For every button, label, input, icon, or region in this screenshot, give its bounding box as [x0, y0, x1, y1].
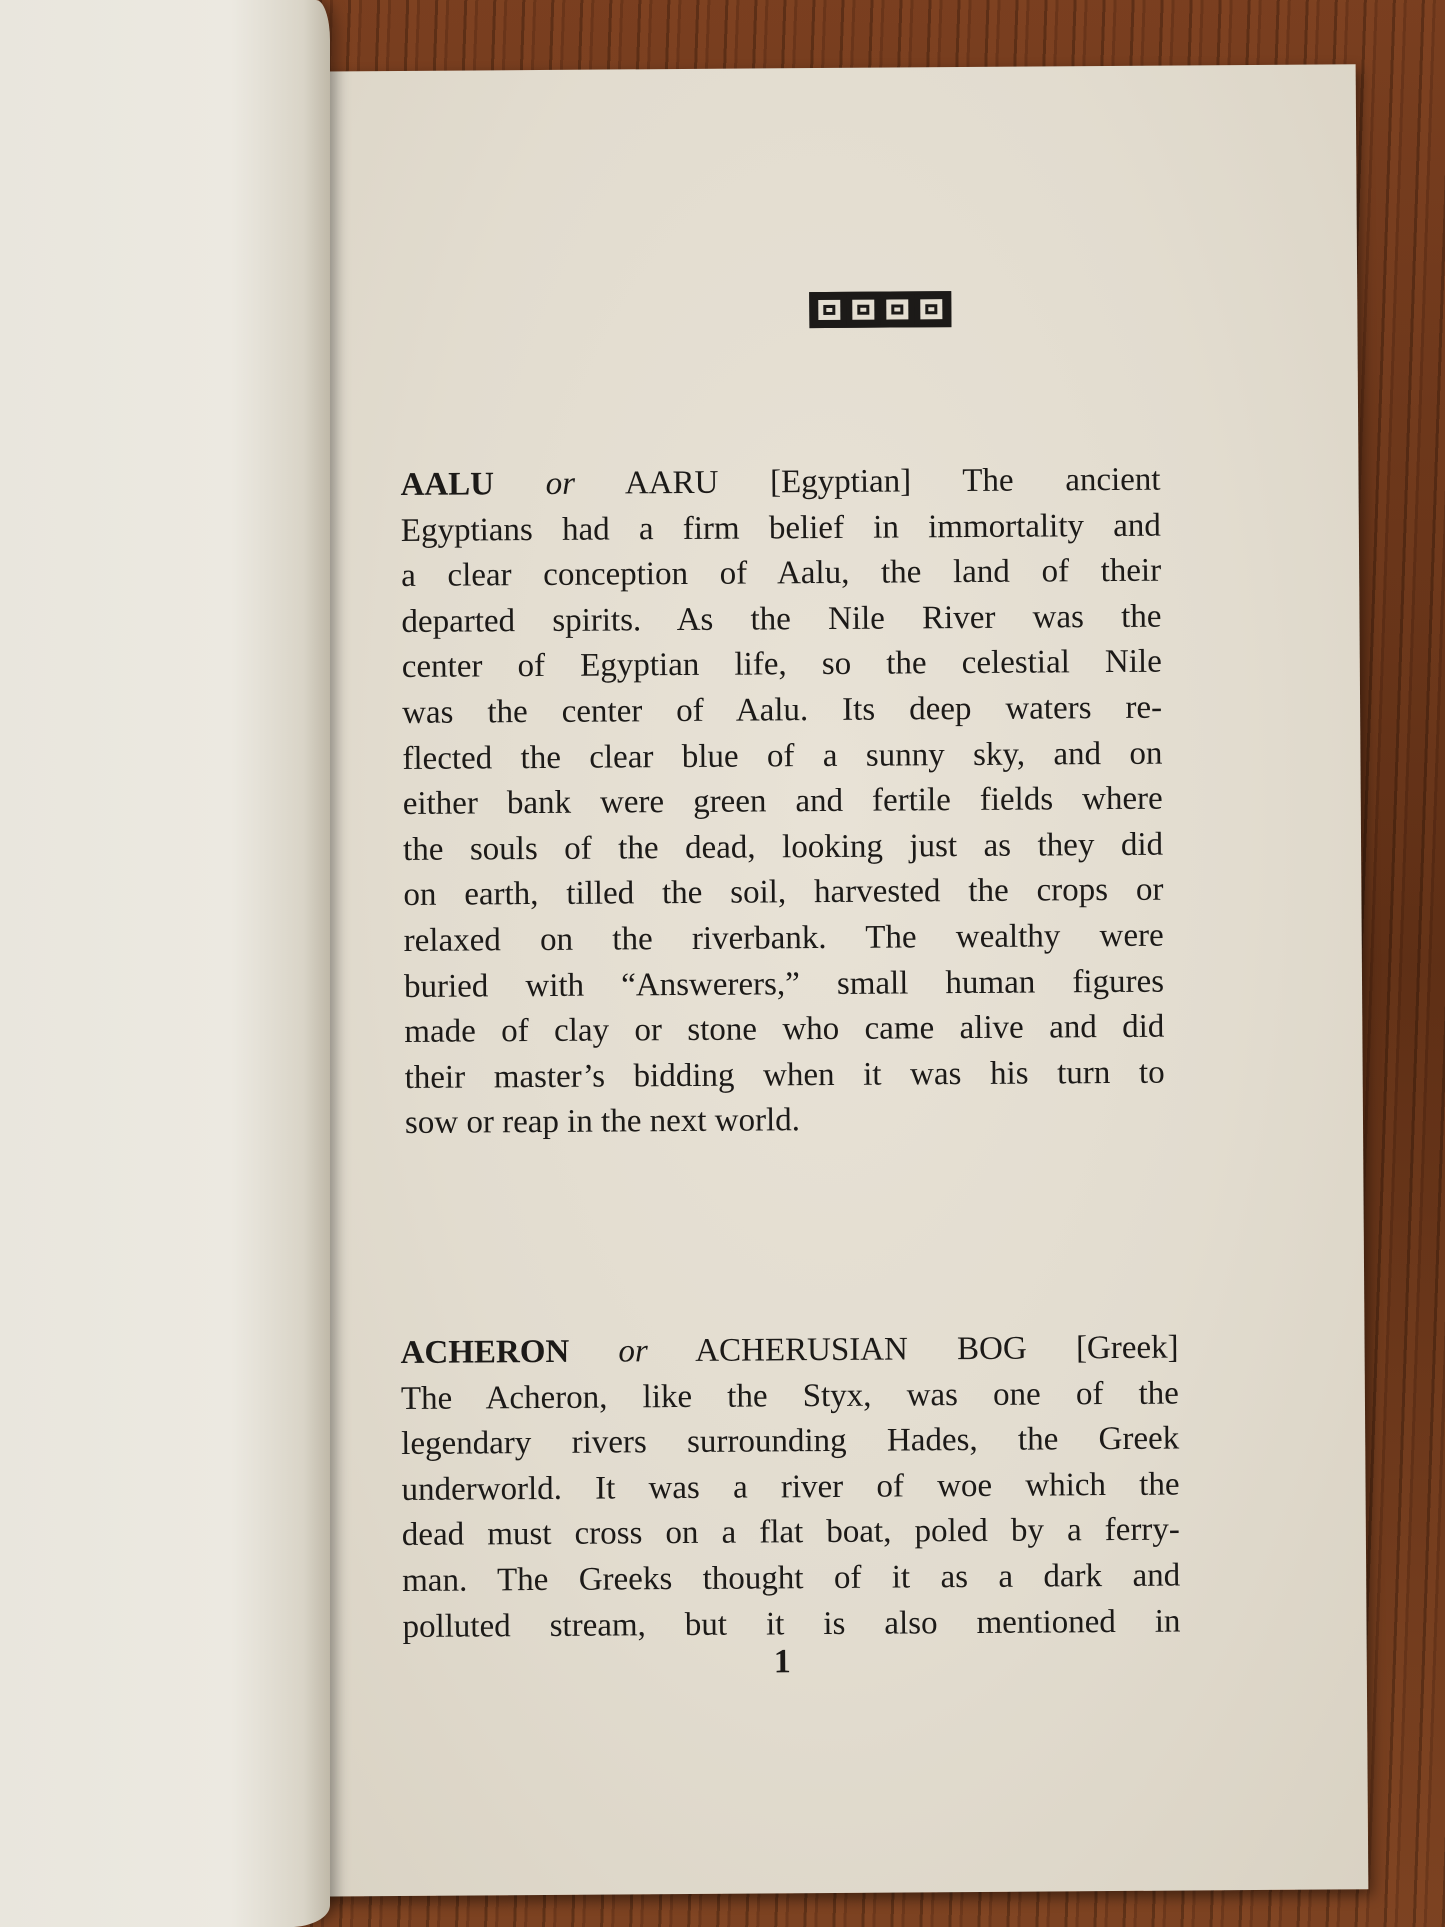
right-page	[286, 64, 1369, 1896]
entry-line: departed spirits. As the Nile River was the	[401, 598, 1162, 640]
entry-aalu	[400, 458, 1165, 1147]
origin: [Greek]	[1075, 1329, 1179, 1367]
entry-line: The ancient	[962, 461, 1161, 500]
entry-line: center of Egyptian life, so the celestial Nile	[401, 644, 1162, 686]
origin: [Egyptian]	[769, 463, 912, 501]
headword: ACHERON	[400, 1333, 570, 1371]
entry-heading-line	[400, 1326, 1178, 1377]
entry-line: polluted stream, but it is also mentioned in	[402, 1603, 1181, 1645]
entry-line: was the center of Aalu. Its deep waters re-	[401, 689, 1163, 731]
entry-line: either bank were green and fertile fields where	[402, 780, 1163, 823]
headword: AALU	[400, 466, 495, 503]
entry-line: legendary rivers surrounding Hades, the Greek	[401, 1420, 1180, 1463]
entry-line: sow or reap in the next world.	[404, 1102, 801, 1142]
alt-headword: ACHERUSIAN BOG	[695, 1330, 1027, 1369]
entry-line: Egyptians had a firm belief in immortality and	[400, 507, 1161, 549]
entry-line: underworld. It was a river of woe which the	[401, 1466, 1180, 1508]
entry-first-line	[400, 458, 1160, 509]
entry-line: made of clay or stone who came alive and did	[404, 1008, 1165, 1051]
greek-key-ornament-icon	[809, 291, 951, 328]
left-page	[0, 0, 330, 1927]
entry-acheron	[400, 1326, 1180, 1651]
entry-line: relaxed on the riverbank. The wealthy were	[403, 917, 1164, 959]
page-number: 1	[773, 1643, 791, 1681]
entry-line: a clear conception of Aalu, the land of their	[401, 552, 1162, 595]
entry-line: their master’s bidding when it was his turn to	[404, 1054, 1165, 1096]
entry-line: dead must cross on a flat boat, poled by a ferry-	[401, 1511, 1180, 1554]
entry-line: the souls of the dead, looking just as they did	[402, 826, 1164, 868]
entry-line: on earth, tilled the soil, harvested the crops or	[403, 871, 1164, 914]
entry-line: The Acheron, like the Styx, was one of the	[400, 1375, 1180, 1417]
entry-line: flected the clear blue of a sunny sky, and on	[402, 735, 1163, 777]
entry-line: man. The Greeks thought of it as a dark and	[402, 1557, 1181, 1599]
connector: or	[618, 1333, 648, 1370]
page-content	[398, 66, 1191, 1896]
connector: or	[545, 465, 576, 502]
alt-headword: AARU	[624, 464, 719, 502]
entry-line: buried with “Answerers,” small human figures	[403, 963, 1165, 1005]
